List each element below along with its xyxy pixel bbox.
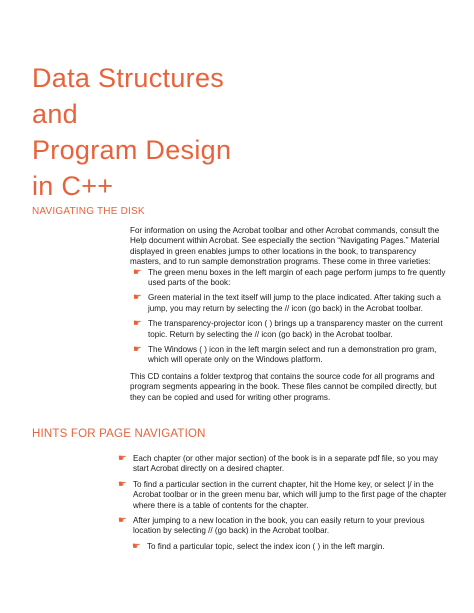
right-hand-pointer-icon: ☛: [133, 344, 142, 356]
list-item-text: To find a particular section in the current chapter, hit the Home key, or select |/ in the Acrobat toolbar or in the green menu bar, which will jump to the first page of the chapter where there is a table of contents for the chapter.: [133, 479, 447, 510]
title-line-3: Program Design: [32, 135, 232, 165]
navigating-disk-section: [130, 226, 448, 403]
page-hints-section: [115, 454, 448, 557]
list-item: [115, 454, 448, 475]
list-item-text: After jumping to a new location in the book, you can easily return to your previous location by selecting // (go back) in the Acrobat toolbar.: [133, 516, 425, 536]
list-item: [115, 480, 448, 511]
title-line-2: and: [32, 99, 78, 129]
page-hints-heading: HINTS FOR PAGE NAVIGATION: [32, 428, 206, 440]
hints-list: [115, 454, 448, 552]
right-hand-pointer-icon: ☛: [118, 515, 127, 527]
right-hand-pointer-icon: ☛: [133, 266, 142, 278]
intro-paragraph: For information on using the Acrobat toolbar and other Acrobat commands, consult the Help document within Acrobat. See especially the section “Navigating Pages.” Material displayed in green enables jumps to other locations in the book, to transparency masters, and to run sample demonstration programs. These come in three varieties:: [130, 226, 440, 267]
navigating-disk-heading: NAVIGATING THE DISK: [32, 206, 145, 217]
right-hand-pointer-icon: ☛: [118, 478, 127, 490]
right-hand-pointer-icon: ☛: [133, 292, 142, 304]
list-item-text: The green menu boxes in the left margin of each page perform jumps to fre quently used parts of the book:: [148, 267, 446, 288]
list-item: [130, 319, 448, 340]
title-line-1: Data Structures: [32, 63, 225, 93]
book-title: [32, 60, 231, 204]
sub-list-item: [129, 542, 448, 552]
right-hand-pointer-icon: ☛: [132, 540, 141, 552]
right-hand-pointer-icon: ☛: [133, 318, 142, 330]
varieties-list: [130, 268, 448, 366]
list-item: [130, 293, 448, 314]
list-item-text: The transparency-projector icon ( ) brings up a transparency master on the current topic. Return by selecting the // icon (go back) in the Acrobat toolbar.: [148, 319, 443, 339]
title-line-4: in C++: [32, 171, 114, 201]
list-item-text: To find a particular topic, select the index icon ( ) in the left margin.: [147, 541, 385, 551]
list-item: [130, 345, 448, 366]
list-item: [130, 268, 448, 289]
list-item-text: Green material in the text itself will jump to the place indicated. After taking such a jump, you may return by selecting the // icon (go back) in the Acrobat toolbar.: [148, 293, 441, 313]
list-item: [115, 516, 448, 537]
closing-paragraph: This CD contains a folder textprog that contains the source code for all programs and program segments appearing in the book. These files cannot be compiled directly, but they can be copied and used for writing other programs.: [130, 371, 437, 402]
right-hand-pointer-icon: ☛: [118, 453, 127, 464]
list-item-text: Each chapter (or other major section) of the book is in a separate pdf file, so you may start Acrobat directly on a desired chapter.: [133, 454, 439, 474]
list-item-text: The Windows ( ) icon in the left margin select and run a demonstration pro gram, which will operate only on the Windows platform.: [148, 345, 437, 365]
